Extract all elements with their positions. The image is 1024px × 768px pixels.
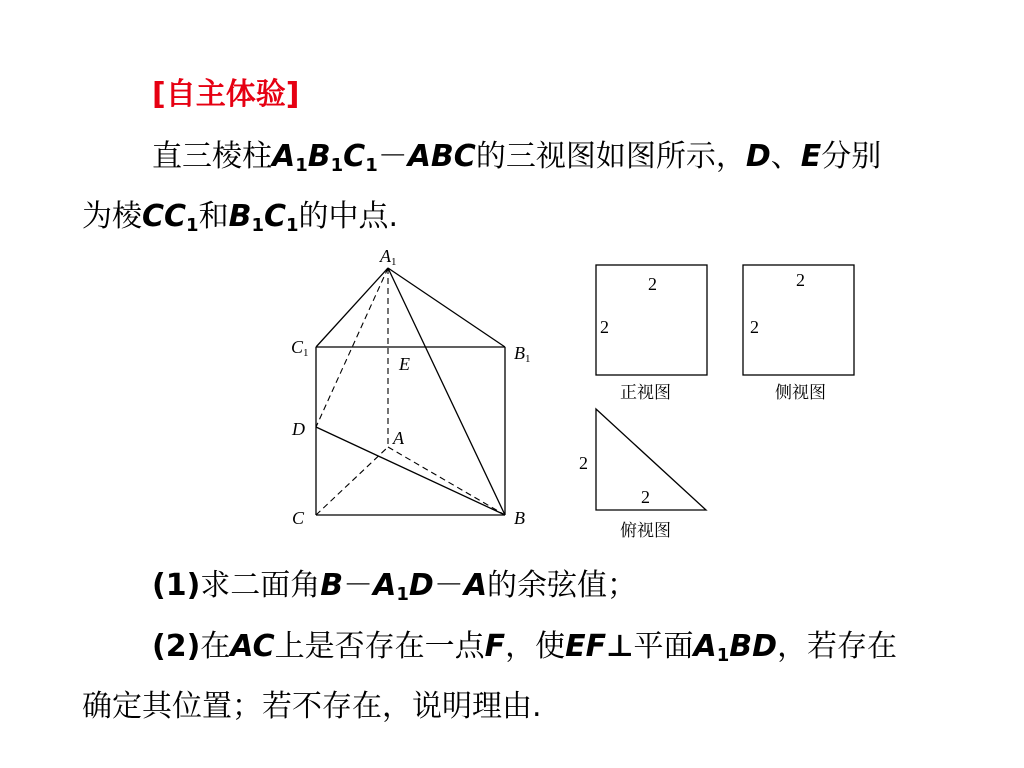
edge-a1-b — [388, 268, 505, 515]
section-heading: [自主体验] — [152, 77, 300, 112]
label-a1: A1 — [380, 246, 397, 268]
label-c1: C1 — [291, 337, 309, 359]
label-b1: B1 — [514, 343, 531, 365]
label-d: D — [292, 419, 305, 439]
top-view-bottom-dim: 2 — [641, 487, 650, 507]
top-view — [579, 409, 706, 540]
edge-d-b — [316, 427, 505, 515]
problem-statement-line-2: 为棱$CC_1$和$B_1C_1$的中点. — [82, 199, 399, 237]
top-view-left-dim: 2 — [579, 453, 588, 473]
question-1: (1)求二面角$B-A_1D-A$的余弦值； — [152, 568, 638, 606]
label-a: A — [393, 428, 404, 448]
label-b: B — [514, 508, 525, 528]
question-2-line-1: (2)在AC上是否存在一点F，使EF⊥平面$A_1BD$，若存在 — [152, 629, 898, 667]
side-view-left-dim: 2 — [750, 317, 759, 337]
edge-a-b — [388, 447, 505, 515]
edge-c-a — [316, 447, 388, 515]
edge-a1-c1 — [316, 268, 388, 347]
side-view — [743, 265, 854, 402]
label-e: E — [399, 354, 410, 374]
front-view-top-dim: 2 — [648, 274, 657, 294]
side-view-caption: 侧视图 — [775, 383, 826, 402]
front-view-left-dim: 2 — [600, 317, 609, 337]
label-c: C — [292, 508, 305, 528]
side-view-top-dim: 2 — [796, 270, 805, 290]
problem-statement-line-1: 直三棱柱$A_1B_1C_1-ABC$的三视图如图所示，D、E分别 — [152, 139, 882, 177]
question-2-line-2: 确定其位置；若不存在，说明理由. — [82, 689, 542, 724]
top-view-caption: 俯视图 — [620, 521, 671, 540]
edge-a1-b1 — [388, 268, 505, 347]
front-view — [596, 265, 707, 402]
front-view-caption: 正视图 — [620, 383, 671, 402]
